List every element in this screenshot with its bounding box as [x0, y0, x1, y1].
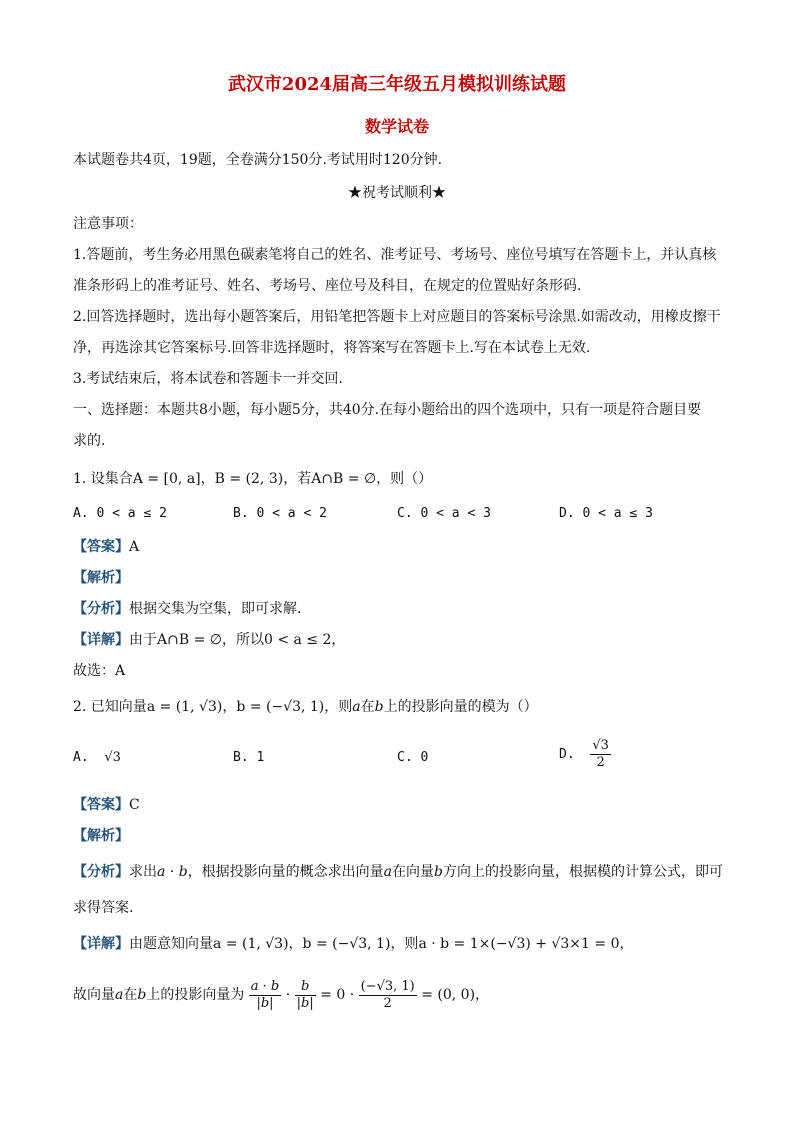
q2-opt-a-label: A.: [73, 750, 89, 765]
section-heading-cont: 求的.: [73, 433, 106, 449]
q2-xiangjie: [73, 934, 633, 954]
q2-fenxi-mid1: ，根据投影向量的概念求出向量: [187, 864, 384, 880]
q1-xj-mid: ，所以: [221, 632, 264, 648]
wish-text: ★祝考试顺利★: [348, 185, 446, 201]
q2-vector-b: b = (−√3, 1): [236, 699, 325, 715]
q2-xj-vector-a: a = (1, √3): [213, 936, 289, 952]
q2-final-den3: 2: [383, 995, 392, 1011]
subject-title: 数学试卷: [364, 117, 429, 136]
q2-final-num1: a · b: [250, 978, 280, 994]
q1-condition: A∩B = ∅: [311, 471, 377, 487]
q2-opt-a-value: √3: [104, 750, 121, 765]
q2-option-c: C. 0: [397, 750, 429, 765]
q2-final-frac-2: [295, 979, 316, 1012]
answer-label: 【答案】: [73, 797, 129, 813]
q1-set-a: A = [0, a]: [132, 471, 201, 487]
q1-xj-result: 0 < a ≤ 2: [263, 632, 332, 648]
q2-analysis-label: [73, 826, 129, 846]
q2-fenxi: [73, 862, 723, 882]
q2-xj-pre: 由题意知向量: [129, 936, 213, 952]
q2-xj-dot-product: a · b = 1×(−√3) + √3×1 = 0: [418, 936, 620, 952]
q2-mid: ，则: [324, 699, 353, 715]
q1-option-d: D. 0 < a ≤ 3: [559, 506, 653, 521]
notice-item-3: 3.考试结束后，将本试卷和答题卡一并交回.: [73, 371, 343, 387]
q2-final-pre: 故向量: [73, 987, 115, 1003]
q1-answer-value: A: [129, 539, 140, 555]
answer-label: 【答案】: [73, 539, 129, 555]
q1-choose: 故选：A: [73, 663, 126, 679]
q2-final-den2: |b|: [296, 995, 314, 1011]
question-2: [73, 697, 538, 717]
notice-item-1-cont: 准条形码上的准考证号、姓名、考场号、座位号及科目，在规定的位置贴好条形码.: [73, 278, 582, 294]
q2-answer: [73, 795, 140, 815]
q2-option-d: [559, 738, 611, 771]
q2-final-mid: 上的投影向量为: [146, 987, 245, 1003]
q2-final-a: a: [115, 987, 124, 1003]
q2-option-b: B. 1: [233, 750, 265, 765]
fenxi-label: 【分析】: [73, 864, 129, 880]
q2-fenxi-mid2: 在向量: [392, 864, 435, 880]
q1-xj-pre: 由于: [129, 632, 157, 648]
q2-prefix: 2. 已知向量: [73, 699, 147, 715]
q1-fenxi-text: 根据交集为空集，即可求解.: [129, 601, 302, 617]
q2-fenxi-pre: 求出: [129, 864, 157, 880]
question-1: [73, 469, 432, 489]
q1-fenxi: [73, 599, 301, 619]
notice-item-1: 1.答题前，考生务必用黑色碳素笔将自己的姓名、准考证号、考场号、座位号填写在答题卡上，并认真核: [73, 247, 717, 263]
q2-final-num3: (−√3, 1): [360, 978, 415, 994]
notice-item-2-cont: 净，再选涂其它答案标号.回答非选择题时，将答案写在答题卡上.写在本试卷上无效.: [73, 340, 591, 356]
q2-fenxi-cont: 求得答案.: [73, 900, 134, 916]
q1-suffix: ，则（）: [376, 471, 433, 487]
q2-fenxi-b: b: [434, 864, 443, 880]
q1-xj-end: ，: [331, 632, 346, 648]
q1-xiangjie: [73, 630, 345, 650]
q2-suffix: 上的投影向量的模为（）: [383, 699, 538, 715]
q1-xj-cond: A∩B = ∅: [157, 632, 222, 648]
q2-zai: 在: [360, 699, 375, 715]
q1-cond-pre: ，若: [283, 471, 312, 487]
fenxi-label: 【分析】: [73, 601, 129, 617]
q2-final-dot: ·: [285, 987, 291, 1003]
q2-opt-d-num: √3: [592, 738, 609, 753]
q2-opt-d-den: 2: [596, 755, 605, 770]
q2-b: b: [374, 699, 384, 715]
q2-final: [73, 978, 489, 1012]
exam-title: 武汉市2024届高三年级五月模拟训练试题: [227, 74, 567, 95]
xiangjie-label: 【详解】: [73, 936, 129, 952]
q1-option-a: A. 0 < a ≤ 2: [73, 506, 167, 521]
q1-set-b: B = (2, 3): [214, 471, 284, 487]
q2-final-result: = (0, 0): [421, 987, 476, 1003]
q2-opt-d-fraction: [590, 738, 611, 771]
q2-xj-then: ，则: [390, 936, 419, 952]
q2-sep: ，: [222, 699, 237, 715]
q2-final-num2: b: [295, 979, 316, 996]
q1-prefix: 1. 设集合: [73, 471, 133, 487]
q2-final-b: b: [137, 987, 147, 1003]
xiangjie-label: 【详解】: [73, 632, 129, 648]
q2-final-frac-3: [359, 979, 417, 1012]
q2-opt-d-label: D.: [559, 747, 575, 762]
q2-xj-sep: ，: [288, 936, 303, 952]
notice-item-2: 2.回答选择题时，选出每小题答案后，用铅笔把答题卡上对应题目的答案标号涂黑.如需改动，用橡皮擦干: [73, 309, 721, 325]
q2-answer-value: C: [129, 797, 140, 813]
analysis-label: 【解析】: [73, 570, 129, 586]
q2-final-zai: 在: [123, 987, 138, 1003]
q2-fenxi-mid3: 方向上的投影向量，根据模的计算公式，即可: [443, 864, 723, 880]
q2-final-den1: |b|: [256, 995, 274, 1011]
q2-fenxi-a: a: [383, 864, 393, 880]
q1-option-b: B. 0 < a < 2: [233, 506, 327, 521]
q2-fenxi-dot: a · b: [157, 864, 188, 880]
intro-text: 本试题卷共4页，19题，全卷满分150分.考试用时120分钟.: [73, 152, 443, 168]
q2-xj-end: ，: [619, 936, 634, 952]
q2-a: a: [352, 699, 361, 715]
q2-vector-a: a = (1, √3): [146, 699, 223, 715]
q2-xj-vector-b: b = (−√3, 1): [302, 936, 391, 952]
analysis-label: 【解析】: [73, 828, 129, 844]
q1-answer: [73, 537, 139, 557]
q1-analysis-label: [73, 568, 129, 588]
section-heading: 一、选择题：本题共8小题，每小题5分，共40分.在每小题给出的四个选项中，只有一项是符合题目要: [73, 402, 702, 418]
notice-heading: 注意事项：: [73, 216, 143, 232]
q2-option-a: [73, 750, 121, 765]
q2-final-frac-1: [249, 979, 281, 1012]
q1-option-c: C. 0 < a < 3: [397, 506, 491, 521]
q2-final-eq: = 0 ·: [320, 987, 355, 1003]
q1-sep: ，: [200, 471, 215, 487]
q2-final-end: ，: [475, 987, 490, 1003]
